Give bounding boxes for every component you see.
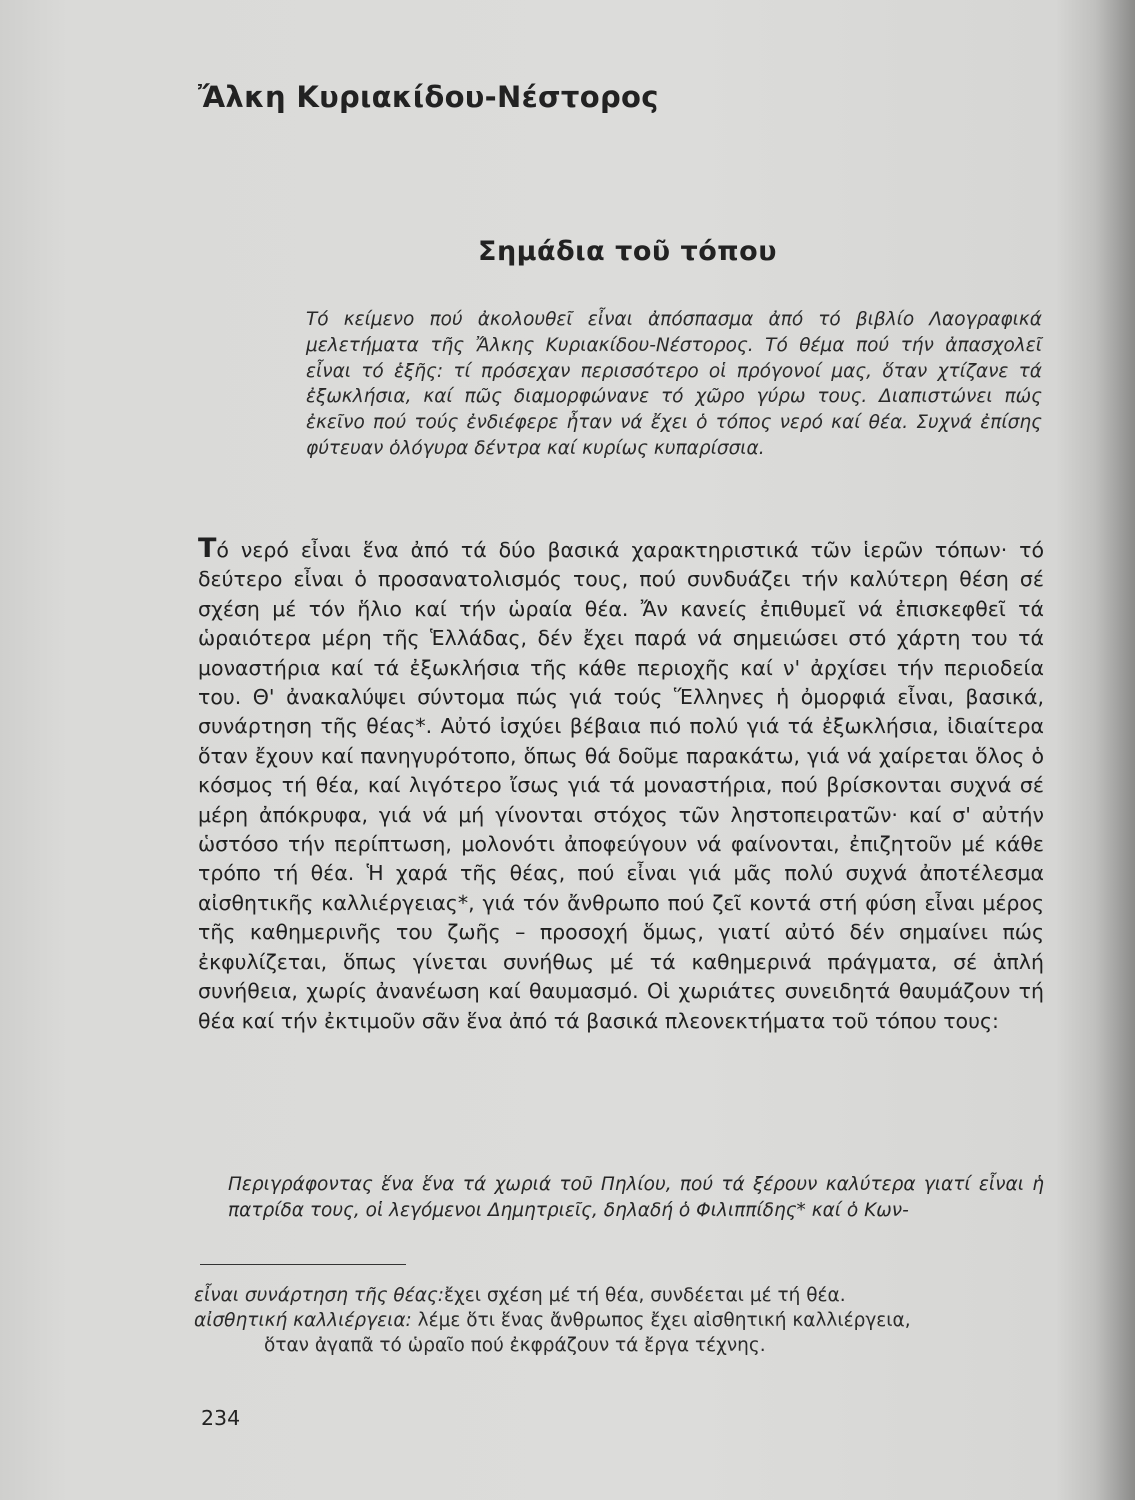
chapter-title: Σημάδια τοῦ τόπου [478,236,777,267]
footnote-definition: λέμε ὅτι ἕνας ἄνθρωπος ἔχει αἰσθητική καλλιέργεια, [417,1310,911,1331]
footnote-term: αἰσθητική καλλιέργεια: [194,1310,412,1331]
footnote-continuation: ὅταν ἀγαπᾶ τό ὡραῖο πού ἐκφράζουν τά ἔργα τέχνης. [264,1335,766,1356]
footnote-item [194,1308,1054,1358]
quoted-passage: Περιγράφοντας ἕνα ἕνα τά χωριά τοῦ Πηλίου, πού τά ξέρουν καλύτερα γιατί εἶναι ἡ πατρίδα τους, οἱ λεγόμενοι Δημητριεῖς, δηλαδή ὁ Φιλιππίδης* καί ὁ Κων- [228,1174,1044,1221]
author-name: Ἄλκη Κυριακίδου-Νέστορος [198,80,659,114]
footnote-separator [200,1264,406,1265]
main-paragraph [198,533,1044,1036]
drop-cap: Τ [198,533,217,564]
main-text: ό νερό εἶναι ἕνα ἀπό τά δύο βασικά χαρακτηριστικά τῶν ἱερῶν τόπων· τό δεύτερο εἶναι ὁ προσανατολισμός τους, πού συνδυάζει τήν καλύτερη θέση σέ σχέση μέ τόν ἥλιο καί τήν ὡραία θέα. Ἄν κανείς ἐπιθυμεῖ νά ἐπισκεφθεῖ τά ὡραιότερα μέρη τῆς Ἑλλάδας, δέν ἔχει παρά νά σημειώσει στό χάρτη του τά μοναστήρια καί τά ἐξωκλήσια τῆς κάθε περιοχῆς καί ν' ἀρχίσει τήν περιοδεία του. Θ' ἀνακαλύψει σύντομα πώς γιά τούς Ἕλληνες ἡ ὀμορφιά εἶναι, βασικά, συνάρτηση τῆς θέας*. Αὐτό ἰσχύει βέβαια πιό πολύ γιά τά ἐξωκλήσια, ἰδιαίτερα ὅταν ἔχουν καί πανηγυρότοπο, ὅπως θά δοῦμε παρακάτω, γιά νά χαίρεται ὅλος ὁ κόσμος τή θέα, καί λιγότερο ἴσως γιά τά μοναστήρια, πού βρίσκονται συχνά σέ μέρη ἀπόκρυφα, γιά νά μή γίνονται στόχος τῶν ληστοπειρατῶν· καί σ' αὐτήν ὡστόσο τήν περίπτωση, μολονότι ἀποφεύγουν νά φαίνονται, ἐπιζητοῦν μέ κάθε τρόπο τή θέα. Ἡ χαρά τῆς θέας, πού εἶναι γιά μᾶς πολύ συχνά ἀποτέλεσμα αἰσθητικῆς καλλιέργειας*, γιά τόν ἄνθρωπο πού ζεῖ κοντά στή φύση εἶναι μέρος τῆς καθημερινῆς του ζωῆς – προσοχή ὅμως, γιατί αὐτό δέν σημαίνει πώς ἐκφυλίζεται, ὅπως γίνεται συνήθως μέ τά καθημερινά πράγματα, σέ ἁπλή συνήθεια, χωρίς ἀνανέωση καί θαυμασμό. Οἱ χωριάτες συνειδητά θαυμάζουν τή θέα καί τήν ἐκτιμοῦν σᾶν ἕνα ἀπό τά βασικά πλεονεκτήματα τοῦ τόπου τους: [198,538,1044,1033]
footnote-definition: ἔχει σχέση μέ τή θέα, συνδέεται μέ τή θέα. [444,1285,846,1306]
intro-paragraph: Τό κείμενο πού ἀκολουθεῖ εἶναι ἀπόσπασμα ἀπό τό βιβλίο Λαογραφικά μελετήματα τῆς Ἄλκης Κυριακίδου-Νέστορος. Τό θέμα πού τήν ἀπασχολεῖ εἶναι τό ἑξῆς: τί πρόσεχαν περισσότερο οἱ πρόγονοί μας, ὅταν χτίζανε τά ἐξωκλήσια, καί πῶς διαμορφώνανε τό χῶρο γύρω τους. Διαπιστώνει πώς ἐκεῖνο πού τούς ἐνδιέφερε ἦταν νά ἔχει ὁ τόπος νερό καί θέα. Συχνά ἐπίσης φύτευαν ὁλόγυρα δέντρα καί κυρίως κυπαρίσσια. [306,309,1042,459]
footnotes [194,1283,1054,1358]
page-number: 234 [201,1406,241,1430]
footnote-term: εἶναι συνάρτηση τῆς θέας: [194,1285,445,1306]
footnote-item [194,1283,1054,1308]
page-gutter-shadow [1095,0,1135,1500]
